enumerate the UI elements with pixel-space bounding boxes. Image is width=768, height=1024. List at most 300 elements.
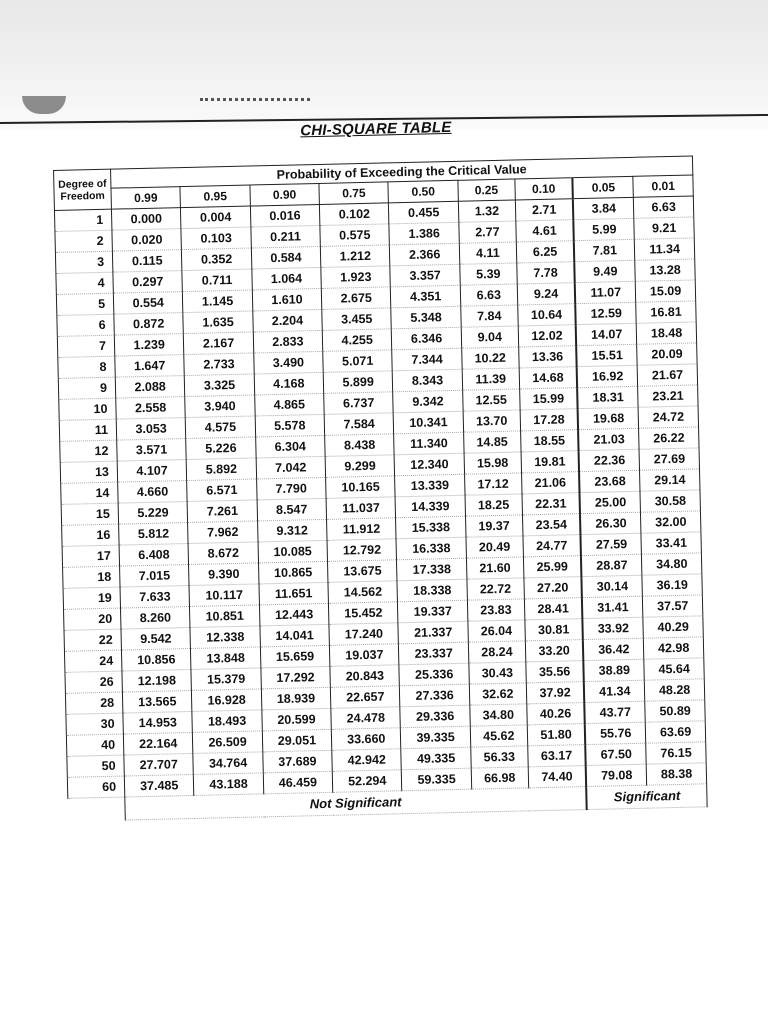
value-cell: 13.848 (191, 647, 261, 670)
value-cell: 20.843 (330, 665, 400, 688)
value-cell: 4.575 (186, 416, 256, 439)
value-cell: 11.912 (327, 518, 397, 541)
value-cell: 9.299 (325, 455, 395, 478)
dof-cell: 40 (66, 734, 123, 756)
value-cell: 7.042 (256, 456, 326, 479)
value-cell: 15.99 (519, 388, 577, 410)
probability-column-header: 0.99 (111, 187, 181, 210)
value-cell: 17.28 (520, 409, 578, 431)
value-cell: 8.438 (325, 434, 395, 457)
value-cell: 0.872 (114, 313, 184, 336)
value-cell: 7.344 (392, 348, 462, 371)
value-cell: 6.346 (392, 327, 462, 350)
value-cell: 25.00 (580, 491, 641, 513)
value-cell: 0.297 (113, 271, 183, 294)
value-cell: 4.351 (391, 285, 461, 308)
dof-cell: 14 (61, 482, 118, 504)
value-cell: 2.558 (116, 397, 186, 420)
value-cell: 9.542 (121, 627, 191, 650)
value-cell: 7.78 (517, 262, 575, 284)
value-cell: 9.390 (189, 563, 259, 586)
value-cell: 5.812 (119, 523, 189, 546)
dof-cell: 15 (61, 503, 118, 525)
value-cell: 36.42 (583, 638, 644, 660)
value-cell: 0.016 (250, 204, 320, 227)
value-cell: 8.672 (188, 542, 258, 565)
dof-cell: 3 (55, 251, 112, 273)
value-cell: 30.58 (640, 490, 700, 512)
value-cell: 27.20 (524, 577, 582, 599)
value-cell: 34.80 (470, 704, 528, 726)
value-cell: 13.675 (328, 560, 398, 583)
value-cell: 14.85 (463, 431, 521, 453)
value-cell: 19.37 (465, 515, 523, 537)
dof-cell: 4 (56, 272, 113, 294)
value-cell: 10.22 (461, 347, 519, 369)
value-cell: 0.020 (112, 229, 182, 252)
value-cell: 12.338 (190, 626, 260, 649)
dof-cell: 2 (55, 230, 112, 252)
dof-cell: 60 (67, 776, 124, 798)
value-cell: 6.25 (516, 241, 574, 263)
value-cell: 9.04 (461, 326, 519, 348)
chi-square-sheet (52, 109, 719, 884)
value-cell: 42.98 (644, 637, 704, 659)
dof-cell: 22 (64, 629, 121, 651)
value-cell: 45.64 (644, 658, 704, 680)
value-cell: 1.064 (252, 267, 322, 290)
table-body (54, 196, 706, 798)
value-cell: 20.09 (637, 343, 697, 365)
value-cell: 24.77 (523, 535, 581, 557)
value-cell: 15.379 (191, 668, 261, 691)
value-cell: 7.261 (187, 500, 257, 523)
value-cell: 3.455 (322, 308, 392, 331)
value-cell: 45.62 (470, 725, 528, 747)
value-cell: 22.72 (467, 578, 525, 600)
value-cell: 10.117 (189, 584, 259, 607)
value-cell: 26.22 (639, 427, 699, 449)
value-cell: 16.928 (192, 689, 262, 712)
value-cell: 26.04 (468, 620, 526, 642)
value-cell: 27.59 (581, 533, 642, 555)
value-cell: 34.764 (193, 752, 263, 775)
value-cell: 25.99 (523, 556, 581, 578)
value-cell: 49.335 (401, 747, 471, 770)
value-cell: 4.107 (117, 460, 187, 483)
value-cell: 5.229 (118, 502, 188, 525)
probability-column-header: 0.95 (180, 185, 250, 208)
value-cell: 23.21 (638, 385, 698, 407)
value-cell: 14.562 (328, 581, 398, 604)
value-cell: 27.69 (639, 448, 699, 470)
value-cell: 10.64 (518, 304, 576, 326)
value-cell: 34.80 (642, 553, 702, 575)
dof-cell: 28 (65, 692, 122, 714)
value-cell: 24.72 (638, 406, 698, 428)
value-cell: 36.19 (642, 574, 702, 596)
value-cell: 29.14 (640, 469, 700, 491)
value-cell: 15.659 (260, 645, 330, 668)
value-cell: 11.037 (326, 497, 396, 520)
value-cell: 39.335 (401, 726, 471, 749)
value-cell: 19.68 (578, 407, 639, 429)
value-cell: 0.554 (113, 292, 183, 315)
value-cell: 17.240 (329, 623, 399, 646)
dof-cell: 26 (65, 671, 122, 693)
value-cell: 74.40 (528, 766, 586, 788)
value-cell: 25.336 (399, 663, 469, 686)
value-cell: 3.940 (185, 395, 255, 418)
value-cell: 33.20 (525, 640, 583, 662)
value-cell: 3.053 (116, 418, 186, 441)
value-cell: 13.36 (519, 346, 577, 368)
value-cell: 8.260 (120, 606, 190, 629)
value-cell: 11.07 (575, 281, 636, 303)
probability-column-header: 0.50 (388, 180, 458, 203)
value-cell: 46.459 (263, 771, 333, 794)
dof-header-line1: Degree of (58, 177, 107, 191)
value-cell: 4.61 (516, 220, 574, 242)
value-cell: 67.50 (586, 743, 647, 765)
value-cell: 16.92 (577, 365, 638, 387)
value-cell: 17.12 (464, 473, 522, 495)
value-cell: 12.198 (122, 669, 192, 692)
value-cell: 59.335 (402, 768, 472, 791)
value-cell: 66.98 (471, 767, 529, 789)
value-cell: 30.43 (469, 662, 527, 684)
value-cell: 52.294 (332, 770, 402, 793)
value-cell: 2.204 (253, 309, 323, 332)
value-cell: 3.357 (390, 264, 460, 287)
value-cell: 13.339 (395, 474, 465, 497)
dof-cell: 11 (59, 419, 116, 441)
dof-cell: 10 (59, 398, 116, 420)
value-cell: 0.352 (182, 248, 252, 271)
dof-cell: 24 (64, 650, 121, 672)
value-cell: 11.340 (394, 432, 464, 455)
value-cell: 0.455 (389, 201, 459, 224)
value-cell: 4.865 (254, 393, 324, 416)
value-cell: 0.115 (112, 250, 182, 273)
value-cell: 14.041 (260, 624, 330, 647)
value-cell: 8.547 (257, 498, 327, 521)
value-cell: 55.76 (585, 722, 646, 744)
value-cell: 13.565 (122, 690, 192, 713)
value-cell: 7.015 (120, 565, 190, 588)
value-cell: 15.452 (329, 602, 399, 625)
value-cell: 33.92 (583, 617, 644, 639)
dof-cell: 18 (63, 566, 120, 588)
value-cell: 18.25 (465, 494, 523, 516)
dof-cell: 19 (63, 587, 120, 609)
value-cell: 15.98 (464, 452, 522, 474)
value-cell: 12.443 (259, 603, 329, 626)
value-cell: 6.737 (324, 392, 394, 415)
value-cell: 15.338 (396, 516, 466, 539)
value-cell: 35.56 (526, 661, 584, 683)
value-cell: 21.06 (521, 472, 579, 494)
value-cell: 2.71 (515, 199, 573, 221)
value-cell: 12.02 (518, 325, 576, 347)
value-cell: 0.575 (320, 224, 390, 247)
value-cell: 21.337 (398, 621, 468, 644)
value-cell: 32.00 (641, 511, 701, 533)
value-cell: 1.386 (389, 222, 459, 245)
value-cell: 37.689 (263, 750, 333, 773)
value-cell: 16.81 (636, 301, 696, 323)
value-cell: 0.000 (111, 208, 181, 231)
not-significant-label: Not Significant (125, 787, 587, 820)
value-cell: 22.36 (579, 449, 640, 471)
dof-cell: 20 (64, 608, 121, 630)
value-cell: 6.63 (634, 196, 694, 218)
value-cell: 42.942 (332, 749, 402, 772)
value-cell: 30.14 (582, 575, 643, 597)
value-cell: 63.69 (646, 721, 706, 743)
value-cell: 38.89 (584, 659, 645, 681)
value-cell: 21.60 (466, 557, 524, 579)
value-cell: 30.81 (525, 619, 583, 641)
dof-cell: 8 (58, 356, 115, 378)
value-cell: 12.55 (462, 389, 520, 411)
value-cell: 18.55 (520, 430, 578, 452)
value-cell: 56.33 (471, 746, 529, 768)
value-cell: 5.899 (323, 371, 393, 394)
value-cell: 9.312 (257, 519, 327, 542)
dof-cell: 16 (62, 524, 119, 546)
header-text-fragment (200, 98, 310, 107)
dof-header-line2: Freedom (60, 189, 105, 203)
value-cell: 21.67 (637, 364, 697, 386)
value-cell: 5.071 (323, 350, 393, 373)
value-cell: 12.340 (395, 453, 465, 476)
value-cell: 10.865 (258, 561, 328, 584)
value-cell: 37.57 (643, 595, 703, 617)
probability-header: Probability of Exceeding the Critical Value (111, 156, 693, 188)
value-cell: 15.51 (576, 344, 637, 366)
value-cell: 22.164 (123, 732, 193, 755)
value-cell: 2.833 (253, 330, 323, 353)
value-cell: 41.34 (584, 680, 645, 702)
value-cell: 14.953 (123, 711, 193, 734)
value-cell: 18.493 (192, 710, 262, 733)
value-cell: 12.59 (576, 302, 637, 324)
value-cell: 7.633 (120, 586, 190, 609)
value-cell: 6.571 (187, 479, 257, 502)
value-cell: 7.962 (188, 521, 258, 544)
value-cell: 11.651 (259, 582, 329, 605)
value-cell: 40.29 (643, 616, 703, 638)
value-cell: 43.188 (194, 773, 264, 796)
value-cell: 2.675 (321, 287, 391, 310)
value-cell: 1.923 (321, 266, 391, 289)
value-cell: 18.31 (577, 386, 638, 408)
value-cell: 1.647 (115, 355, 185, 378)
value-cell: 7.584 (324, 413, 394, 436)
significant-label: Significant (586, 784, 707, 810)
dof-cell: 6 (57, 314, 114, 336)
value-cell: 6.408 (119, 544, 189, 567)
value-cell: 2.733 (184, 353, 254, 376)
value-cell: 3.325 (185, 374, 255, 397)
value-cell: 1.239 (114, 334, 184, 357)
value-cell: 10.085 (258, 540, 328, 563)
value-cell: 5.39 (460, 263, 518, 285)
value-cell: 5.892 (187, 458, 257, 481)
value-cell: 10.341 (394, 411, 464, 434)
value-cell: 1.145 (183, 290, 253, 313)
value-cell: 26.509 (193, 731, 263, 754)
value-cell: 1.635 (183, 311, 253, 334)
dof-cell: 12 (60, 440, 117, 462)
value-cell: 0.102 (319, 203, 389, 226)
dof-cell: 30 (66, 713, 123, 735)
value-cell: 3.490 (253, 351, 323, 374)
value-cell: 22.657 (330, 686, 400, 709)
value-cell: 11.34 (635, 238, 695, 260)
value-cell: 1.610 (252, 288, 322, 311)
value-cell: 27.707 (124, 753, 194, 776)
probability-column-header: 0.25 (458, 179, 516, 201)
value-cell: 31.41 (582, 596, 643, 618)
value-cell: 28.87 (581, 554, 642, 576)
value-cell: 23.83 (467, 599, 525, 621)
value-cell: 23.54 (522, 514, 580, 536)
value-cell: 10.856 (121, 648, 191, 671)
value-cell: 2.167 (184, 332, 254, 355)
probability-column-header: 0.75 (319, 182, 389, 205)
probability-column-header: 0.05 (573, 176, 634, 198)
value-cell: 19.81 (521, 451, 579, 473)
value-cell: 32.62 (469, 683, 527, 705)
value-cell: 48.28 (645, 679, 705, 701)
value-cell: 17.338 (397, 558, 467, 581)
value-cell: 8.343 (393, 369, 463, 392)
value-cell: 63.17 (528, 745, 586, 767)
value-cell: 51.80 (527, 724, 585, 746)
value-cell: 3.84 (573, 197, 634, 219)
value-cell: 9.49 (575, 260, 636, 282)
value-cell: 6.304 (255, 435, 325, 458)
page-title: CHI-SQUARE TABLE (300, 118, 452, 140)
value-cell: 5.226 (186, 437, 256, 460)
value-cell: 21.03 (578, 428, 639, 450)
value-cell: 16.338 (396, 537, 466, 560)
value-cell: 0.711 (182, 269, 252, 292)
value-cell: 13.70 (463, 410, 521, 432)
value-cell: 2.77 (459, 221, 517, 243)
value-cell: 7.84 (461, 305, 519, 327)
value-cell: 5.99 (574, 218, 635, 240)
value-cell: 1.32 (458, 200, 516, 222)
value-cell: 88.38 (647, 763, 707, 785)
value-cell: 37.485 (124, 774, 194, 797)
dof-cell: 9 (58, 377, 115, 399)
probability-column-header: 0.01 (633, 175, 693, 197)
value-cell: 18.338 (397, 579, 467, 602)
value-cell: 23.68 (579, 470, 640, 492)
dof-cell: 13 (60, 461, 117, 483)
value-cell: 37.92 (526, 682, 584, 704)
value-cell: 24.478 (331, 707, 401, 730)
dof-cell: 17 (62, 545, 119, 567)
value-cell: 2.366 (390, 243, 460, 266)
dof-cell: 7 (57, 335, 114, 357)
value-cell: 9.21 (634, 217, 694, 239)
value-cell: 33.41 (641, 532, 701, 554)
value-cell: 1.212 (320, 245, 390, 268)
value-cell: 15.09 (636, 280, 696, 302)
value-cell: 5.348 (391, 306, 461, 329)
value-cell: 9.24 (517, 283, 575, 305)
value-cell: 7.81 (574, 239, 635, 261)
value-cell: 9.342 (393, 390, 463, 413)
value-cell: 13.28 (635, 259, 695, 281)
value-cell: 40.26 (527, 703, 585, 725)
value-cell: 29.051 (262, 729, 332, 752)
value-cell: 0.584 (251, 246, 321, 269)
value-cell: 10.165 (326, 476, 396, 499)
value-cell: 20.599 (262, 708, 332, 731)
value-cell: 26.30 (580, 512, 641, 534)
value-cell: 18.48 (636, 322, 696, 344)
value-cell: 43.77 (585, 701, 646, 723)
value-cell: 33.660 (331, 728, 401, 751)
value-cell: 14.339 (395, 495, 465, 518)
value-cell: 17.292 (261, 666, 331, 689)
probability-column-header: 0.10 (515, 178, 573, 200)
value-cell: 20.49 (466, 536, 524, 558)
value-cell: 6.63 (460, 284, 518, 306)
value-cell: 10.851 (190, 605, 260, 628)
value-cell: 7.790 (256, 477, 326, 500)
dof-header (54, 169, 112, 210)
value-cell: 4.255 (322, 329, 392, 352)
value-cell: 14.68 (519, 367, 577, 389)
value-cell: 0.211 (251, 225, 321, 248)
value-cell: 22.31 (522, 493, 580, 515)
value-cell: 19.337 (398, 600, 468, 623)
value-cell: 18.939 (261, 687, 331, 710)
value-cell: 23.337 (399, 642, 469, 665)
value-cell: 27.336 (400, 684, 470, 707)
chi-square-table (53, 155, 708, 821)
value-cell: 11.39 (462, 368, 520, 390)
value-cell: 14.07 (576, 323, 637, 345)
value-cell: 76.15 (646, 742, 706, 764)
value-cell: 12.792 (327, 539, 397, 562)
value-cell: 0.103 (181, 227, 251, 250)
value-cell: 4.11 (459, 242, 517, 264)
probability-column-header: 0.90 (250, 183, 320, 206)
value-cell: 4.168 (254, 372, 324, 395)
value-cell: 79.08 (586, 764, 647, 786)
value-cell: 0.004 (181, 206, 251, 229)
dof-cell: 5 (56, 293, 113, 315)
dof-cell: 1 (54, 209, 111, 231)
value-cell: 28.24 (468, 641, 526, 663)
value-cell: 2.088 (115, 376, 185, 399)
dof-cell: 50 (67, 755, 124, 777)
value-cell: 29.336 (400, 705, 470, 728)
value-cell: 50.89 (645, 700, 705, 722)
value-cell: 19.037 (329, 644, 399, 667)
value-cell: 4.660 (118, 481, 188, 504)
value-cell: 5.578 (255, 414, 325, 437)
value-cell: 3.571 (117, 439, 187, 462)
value-cell: 28.41 (524, 598, 582, 620)
